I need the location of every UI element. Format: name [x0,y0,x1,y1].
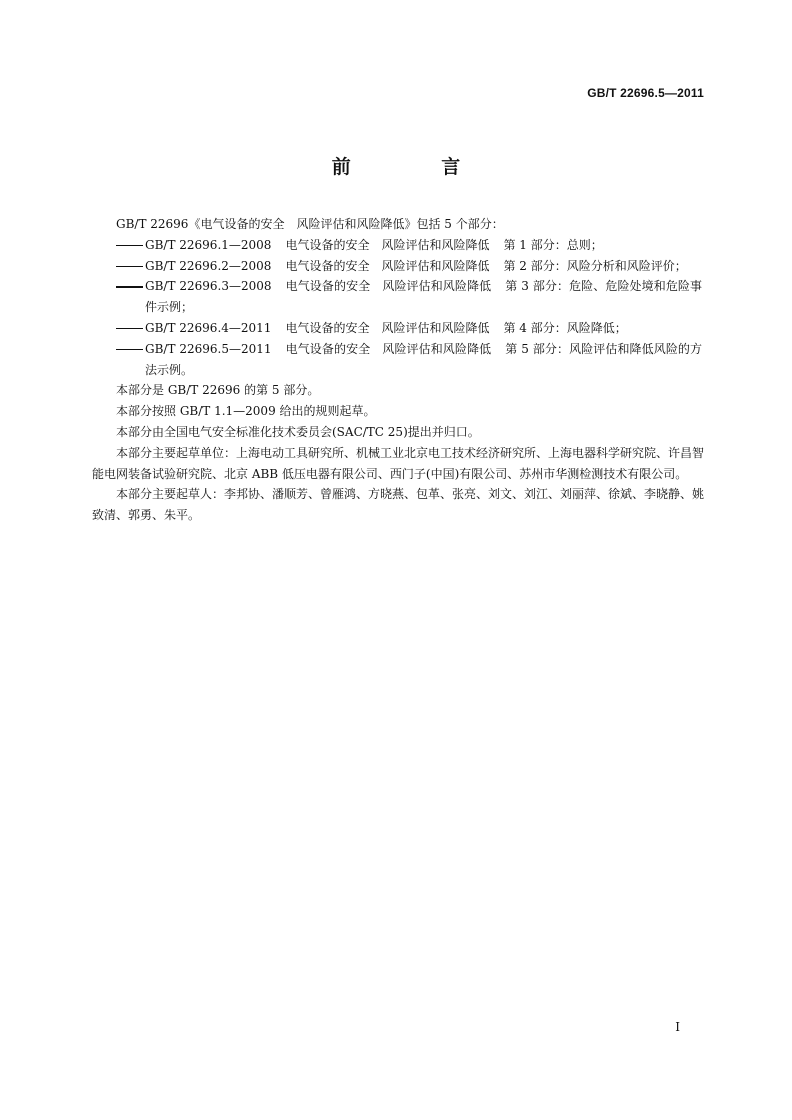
part-subtitle: 第 1 部分：总则； [503,237,603,252]
list-item [92,318,704,339]
part-code: GB/T 22696.1—2008 [145,237,272,252]
drafters-paragraph: 本部分主要起草人：李邦协、潘顺芳、曾雁鸿、方晓燕、包革、张亮、刘文、刘江、刘丽萍、徐斌、李晓静、姚致清、郭勇、朱平。 [92,487,705,523]
list-item-text [145,339,704,381]
intro-paragraph: GB/T 22696《电气设备的安全 风险评估和风险降低》包括 5 个部分： [116,217,504,231]
part-subtitle: 第 5 部分：风险评估和降低风险的方法示例。 [145,341,703,377]
part-code: GB/T 22696.2—2008 [145,258,272,273]
list-item-text [145,276,704,318]
page-title: 前 言 [331,156,503,178]
list-item [92,339,704,381]
part-code: GB/T 22696.5—2011 [145,341,272,356]
list-item-text [145,235,704,256]
part-code: GB/T 22696.4—2011 [145,320,272,335]
part-name: 电气设备的安全 风险评估和风险降低 [285,279,492,294]
list-item-text [145,256,704,277]
list-item-text [145,318,704,339]
part-name: 电气设备的安全 风险评估和风险降低 [285,237,490,252]
standard-code: GB/T 22696.5—2011 [587,86,704,100]
part-name: 电气设备的安全 风险评估和风险降低 [285,341,492,356]
drafting-units-paragraph: 本部分主要起草单位：上海电动工具研究所、机械工业北京电工技术经济研究所、上海电器科学研究院、许昌智能电网装备试验研究院、北京 ABB 低压电器有限公司、西门子(中国)有限公司、苏州市华测检测技术有限公司。 [92,445,705,481]
list-item [92,235,704,256]
page-number: I [675,1020,680,1034]
body-paragraph: 本部分是 GB/T 22696 的第 5 部分。 [116,383,320,398]
body-paragraph: 本部分按照 GB/T 1.1—2009 给出的规则起草。 [116,404,376,419]
list-item [92,256,704,277]
document-body [92,214,704,526]
part-subtitle: 第 2 部分：风险分析和风险评价； [503,258,687,273]
part-name: 电气设备的安全 风险评估和风险降低 [285,320,490,335]
part-subtitle: 第 3 部分：危险、危险处境和危险事件示例； [145,279,703,315]
list-item [92,276,704,318]
part-name: 电气设备的安全 风险评估和风险降低 [285,258,490,273]
part-subtitle: 第 4 部分：风险降低； [503,320,627,335]
body-paragraph: 本部分由全国电气安全标准化技术委员会(SAC/TC 25)提出并归口。 [116,424,480,439]
part-code: GB/T 22696.3—2008 [145,279,272,294]
